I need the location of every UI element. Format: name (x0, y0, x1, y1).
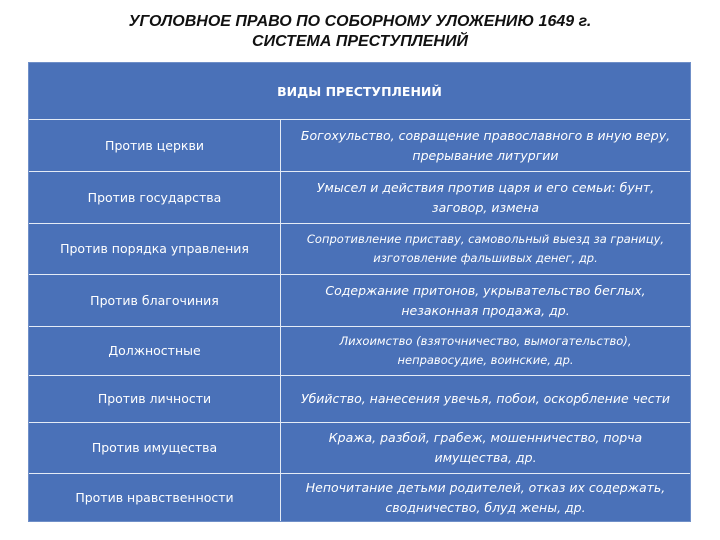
crime-category: Против благочиния (29, 275, 281, 326)
crime-category: Против нравственности (29, 474, 281, 521)
crime-category: Против церкви (29, 120, 281, 171)
page-title (0, 12, 720, 52)
crimes-table (28, 62, 691, 522)
crime-category: Против личности (29, 376, 281, 422)
table-row (29, 275, 690, 327)
table-row (29, 423, 690, 474)
table-row (29, 474, 690, 521)
crime-description: Умысел и действия против царя и его семьи: бунт, заговор, измена (316, 179, 655, 215)
crime-description: Лихоимство (взяточничество, вымогательство), неправосудие, воинские, др. (339, 334, 632, 367)
crime-description: Непочитание детьми родителей, отказ их содержать, сводничество, блуд жены, др. (305, 479, 666, 515)
title-line-1: УГОЛОВНОЕ ПРАВО ПО СОБОРНОМУ УЛОЖЕНИЮ 1649 г. (128, 13, 592, 30)
table-row (29, 172, 690, 224)
crime-description: Убийство, нанесения увечья, побои, оскорбление чести (300, 391, 670, 406)
crime-category: Должностные (29, 327, 281, 375)
crime-description: Сопротивление приставу, самовольный выезд за границу, изготовление фальшивых денег, др. (306, 232, 665, 265)
table-header: ВИДЫ ПРЕСТУПЛЕНИЙ (29, 63, 690, 120)
title-line-2: СИСТЕМА ПРЕСТУПЛЕНИЙ (252, 33, 468, 50)
crime-category: Против государства (29, 172, 281, 223)
crime-description: Богохульство, совращение православного в иную веру, прерывание литургии (300, 127, 671, 163)
crime-description: Содержание притонов, укрывательство беглых, незаконная продажа, др. (325, 282, 646, 318)
crime-category: Против порядка управления (29, 224, 281, 274)
table-row (29, 376, 690, 423)
table-row (29, 224, 690, 275)
table-row (29, 327, 690, 376)
crime-category: Против имущества (29, 423, 281, 473)
crime-description: Кража, разбой, грабеж, мошенничество, порча имущества, др. (328, 430, 643, 465)
table-row (29, 120, 690, 172)
